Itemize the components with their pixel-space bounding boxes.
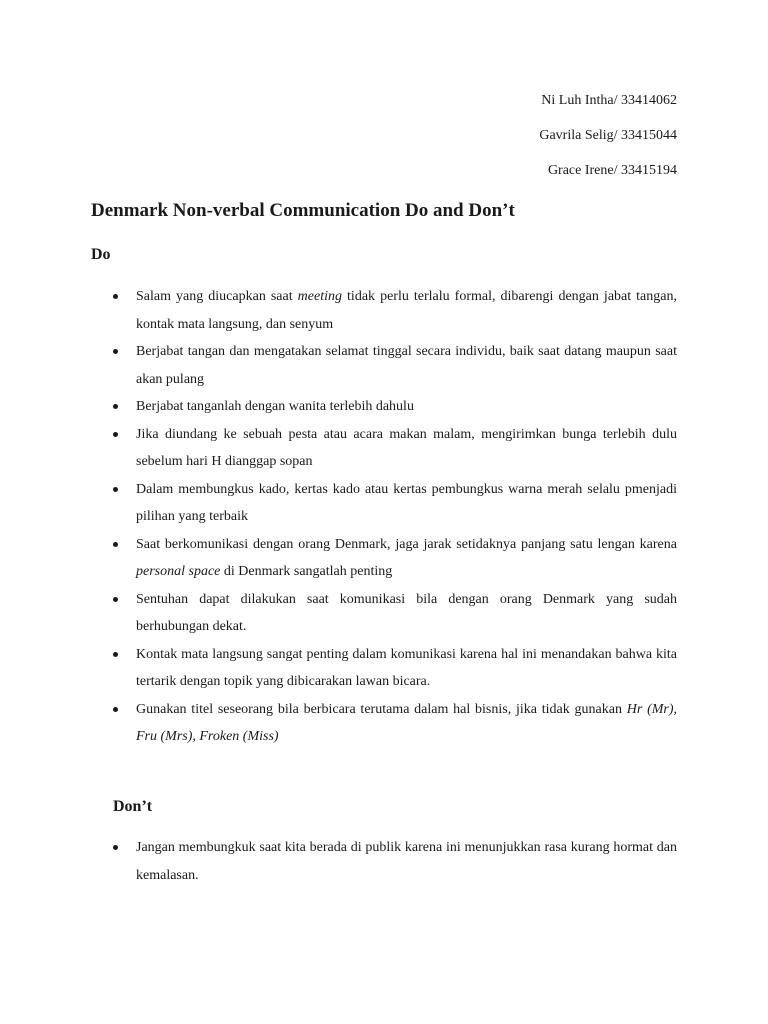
item-text: Gunakan titel seseorang bila berbicara terutama dalam hal bisnis, jika tidak gunakan <box>136 701 627 717</box>
do-heading: Do <box>91 246 111 263</box>
do-item <box>113 531 677 586</box>
item-text: Jika diundang ke sebuah pesta atau acara makan malam, mengirimkan bunga terlebih dulu sebelum hari H dianggap sopan <box>136 426 677 469</box>
author-line: Gavrila Selig/ 33415044 <box>539 128 677 143</box>
bullet-icon <box>113 432 118 437</box>
bullet-icon <box>113 845 118 850</box>
do-item <box>113 338 677 393</box>
italic-text: Hr (Mr), Fru (Mrs), Froken (Miss) <box>136 701 678 744</box>
bullet-icon <box>113 652 118 657</box>
item-text: tidak perlu terlalu formal, dibarengi dengan jabat tangan, kontak mata langsung, dan senyum <box>136 289 677 332</box>
do-item <box>113 476 677 531</box>
bullet-icon <box>113 597 118 602</box>
item-text: Berjabat tangan dan mengatakan selamat tinggal secara individu, baik saat datang maupun saat akan pulang <box>136 344 677 387</box>
italic-text: meeting <box>297 289 342 304</box>
item-text: Dalam membungkus kado, kertas kado atau kertas pembungkus warna merah selalu pmenjadi pilihan yang terbaik <box>136 481 677 524</box>
do-item <box>113 283 677 338</box>
bullet-icon <box>113 294 118 299</box>
do-list <box>113 283 677 751</box>
author-line: Grace Irene/ 33415194 <box>547 163 677 178</box>
do-item <box>113 393 677 421</box>
author-list <box>539 91 677 196</box>
do-item <box>113 586 677 641</box>
italic-text: personal space <box>136 564 221 579</box>
item-text: Sentuhan dapat dilakukan saat komunikasi bila dengan orang Denmark yang sudah berhubungan dekat. <box>136 591 677 634</box>
do-item <box>113 641 677 696</box>
bullet-icon <box>113 487 118 492</box>
item-text: Berjabat tanganlah dengan wanita terlebih dahulu <box>136 399 414 414</box>
document-title: Denmark Non-verbal Communication Do and Don’t <box>91 200 515 221</box>
author-line: Ni Luh Intha/ 33414062 <box>541 93 677 108</box>
do-item <box>113 421 677 476</box>
bullet-icon <box>113 404 118 409</box>
item-text: Saat berkomunikasi dengan orang Denmark, jaga jarak setidaknya panjang satu lengan karena <box>136 536 677 552</box>
bullet-icon <box>113 542 118 547</box>
item-text: di Denmark sangatlah penting <box>220 564 393 579</box>
item-text: Kontak mata langsung sangat penting dalam komunikasi karena hal ini menandakan bahwa kita tertarik dengan topik yang dibicarakan lawan bicara. <box>136 646 677 689</box>
dont-item <box>113 834 677 889</box>
do-item <box>113 696 677 751</box>
dont-list <box>113 834 677 889</box>
item-text: Salam yang diucapkan saat <box>136 289 298 304</box>
item-text: Jangan membungkuk saat kita berada di publik karena ini menunjukkan rasa kurang hormat dan kemalasan. <box>136 840 677 883</box>
dont-heading: Don’t <box>113 798 153 815</box>
bullet-icon <box>113 707 118 712</box>
bullet-icon <box>113 349 118 354</box>
